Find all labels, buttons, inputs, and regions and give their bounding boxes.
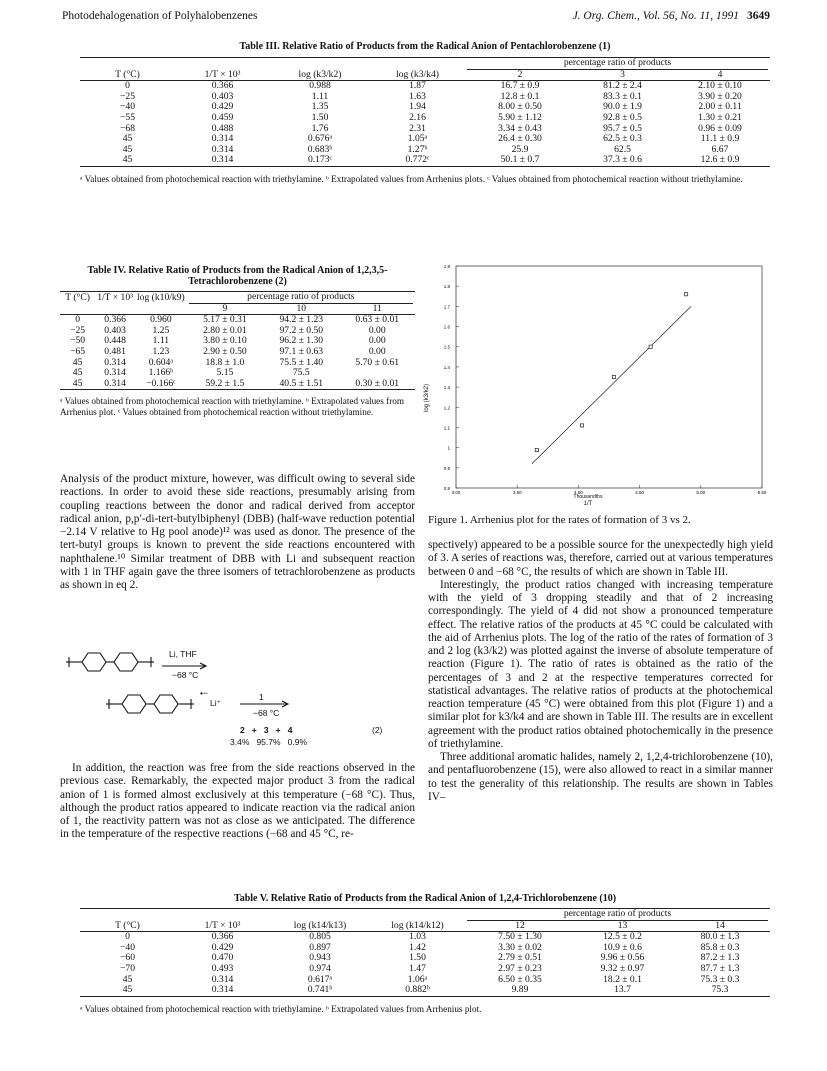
table-cell: 81.2 ± 2.4	[603, 80, 642, 92]
table-cell: −25	[70, 324, 86, 336]
table-cell: 16.7 ± 0.9	[500, 80, 540, 92]
table-cell: 26.4 ± 0.30	[498, 133, 542, 145]
table-cell: 2.90 ± 0.50	[203, 345, 247, 357]
y-tick-label: 1.9	[443, 264, 450, 269]
table-cell: 1.50	[311, 111, 329, 123]
table-cell: 0.943	[309, 952, 331, 964]
table-row	[80, 985, 770, 996]
table5	[80, 908, 770, 1015]
table4-head-log: log (k10/k9)	[137, 291, 185, 303]
table-cell: 95.7 ± 0.5	[603, 122, 642, 134]
table-row	[60, 347, 415, 358]
table3-grid	[80, 57, 770, 167]
table-cell: 1.27ᵇ	[407, 143, 428, 155]
table-cell: 3.90 ± 0.20	[698, 90, 742, 102]
table-cell: 40.5 ± 1.51	[263, 379, 339, 390]
table-cell: 0.897	[309, 941, 331, 953]
table-cell: 12.6 ± 0.9	[670, 155, 770, 166]
table5-caption: Table V. Relative Ratio of Products from the Radical Anion of 1,2,4-Trichlorobenzene (10)	[233, 893, 617, 904]
table-cell: 75.3	[670, 985, 770, 996]
equation-2	[60, 648, 415, 748]
table-cell: 5.15	[216, 367, 234, 379]
table-cell: 6.50 ± 0.35	[498, 973, 542, 985]
table-cell: 0.314	[104, 367, 126, 379]
table4-head-T: T (°C)	[60, 292, 95, 304]
eq-yields: 3.4% 95.7% 0.9%	[230, 737, 308, 747]
table3-col-header: 3	[575, 70, 670, 81]
table3-header-row	[80, 70, 770, 81]
table-cell: 0.683ᵇ	[307, 143, 333, 155]
running-header	[62, 10, 770, 24]
x-tick-label: 4.00	[574, 490, 583, 495]
table-cell: −25	[119, 90, 135, 102]
table4-head-10: 10	[263, 304, 339, 315]
table3-footnote: ᵃ Values obtained from photochemical reaction with triethylamine. ᵇ Extrapolated values from Arrhenius plots. ᶜ Values obtained from photochemical reaction without triethylamine.	[80, 173, 743, 184]
table-cell: 0	[125, 931, 130, 943]
figure1-ylabel-box	[422, 366, 436, 426]
table-cell: 1.11	[311, 90, 329, 102]
table-cell: 90.0 ± 1.9	[603, 101, 642, 113]
figure1-xlabel: 1/T	[583, 501, 593, 507]
table-cell: 0.314	[211, 143, 234, 155]
table-cell: 0.470	[211, 952, 234, 964]
table5-col-header: 13	[575, 921, 670, 932]
table4	[60, 291, 415, 418]
table3-col-header: log (k3/k2)	[270, 70, 370, 81]
table-cell: 1.23	[152, 345, 170, 357]
figure1-plot-frame	[456, 266, 762, 488]
left-paragraph-1: Analysis of the product mixture, however, was difficult owing to several side reactions. In order to avoid these side reactions, presumably arising from coupling reactions between the donor and radical derived from acceptor radical anion, p,p′-di-tert-butylbiphenyl (DBB) (half-wave reduction potential −2.14 V relative to Hg pool anode)¹² was used as donor. The presence of the tert-butyl groups is known to prevent the side reactions encountered with naphthalene.¹⁰ Similar treatment of DBB with Li and subsequent reaction with 1 in THF again gave the three isomers of tetrachlorobenzene as products as shown in eq 2.	[60, 473, 415, 591]
table-cell: 0.314	[211, 973, 234, 985]
table-cell: 1.25	[152, 324, 170, 336]
table-cell: 75.3 ± 0.3	[700, 973, 740, 985]
table5-col-header: 1/T × 10³	[175, 921, 270, 932]
table-cell: 9.32 ± 0.97	[600, 962, 645, 974]
table-cell: 96.2 ± 1.30	[279, 335, 324, 347]
table-cell: 45	[80, 985, 175, 996]
equation-structure-drawing	[60, 648, 415, 748]
table-cell: 6.67	[711, 143, 729, 155]
table-cell: 5.70 ± 0.61	[355, 356, 400, 368]
table-cell: 45	[72, 356, 83, 368]
table3-col-header: 4	[670, 70, 770, 81]
table-cell: 0.403	[104, 324, 126, 336]
table-cell: 0.448	[104, 335, 126, 347]
fit-line	[532, 306, 691, 463]
y-tick-label: 1.1	[443, 425, 450, 431]
table4-head-11: 11	[339, 304, 415, 315]
table-cell: 2.10 ± 0.10	[698, 80, 742, 92]
x-tick-label: 3.50	[512, 490, 522, 495]
table-cell: 1.166ᵇ	[148, 367, 174, 379]
table-cell: 2.00 ± 0.11	[698, 101, 742, 113]
table-cell: 45	[80, 155, 175, 166]
table5-col-header: T (°C)	[80, 921, 175, 932]
figure1-chart	[422, 258, 770, 498]
page-number: 3649	[747, 10, 770, 22]
table-cell: 45	[122, 133, 133, 145]
table-row	[80, 964, 770, 975]
table-cell: 18.2 ± 0.1	[603, 973, 642, 985]
table-cell: 2.31	[409, 122, 426, 134]
table-cell: 5.90 ± 1.12	[498, 111, 542, 123]
table5-body	[80, 932, 770, 997]
table5-header-row	[80, 921, 770, 932]
table-cell: 0.00	[368, 345, 386, 357]
table-cell: 25.9	[511, 143, 529, 155]
table-cell: 1.03	[409, 931, 426, 943]
table-cell: −65	[70, 345, 86, 357]
y-tick-label: 1.7	[443, 304, 450, 310]
table-cell: 45	[122, 143, 133, 155]
right-paragraph-3: Three additional aromatic halides, namely 2, 1,2,4-trichlorobenzene (10), and pentafluorobenzene (15), were also allowed to react in a similar manner to test the generality of this relationship. The results are shown in Tables IV–	[428, 751, 773, 803]
table-cell: 1.11	[152, 335, 170, 347]
table3-col-header: T (°C)	[80, 70, 175, 81]
table3-body	[80, 81, 770, 167]
table5-col-header: log (k14/k13)	[270, 921, 370, 932]
table-cell: 1.05ᵃ	[407, 133, 428, 145]
table-cell: 0.314	[211, 133, 234, 145]
table-cell: 0.173ᶜ	[270, 155, 370, 166]
table4-head-invT: 1/T × 10³	[97, 291, 134, 303]
table-cell: 0.314	[104, 356, 126, 368]
table-cell: 0.30 ± 0.01	[339, 379, 415, 390]
table-cell: 2.80 ± 0.01	[203, 324, 247, 336]
table-cell: 0.96 ± 0.09	[698, 122, 742, 134]
table-cell: 3.30 ± 0.02	[498, 941, 542, 953]
table-cell: 2.79 ± 0.51	[498, 952, 542, 964]
table4-body	[60, 315, 415, 390]
table-cell: −40	[119, 941, 135, 953]
table-cell: 3.34 ± 0.43	[498, 122, 542, 134]
table-cell: 0	[75, 314, 80, 326]
table-cell: 18.8 ± 1.0	[205, 356, 245, 368]
table-cell: 1.47	[409, 962, 426, 974]
table-cell: 0.882ᵇ	[370, 985, 465, 996]
table-cell: 75.5	[292, 367, 310, 379]
y-tick-label: 1.8	[443, 284, 450, 290]
table-row	[80, 155, 770, 166]
left-paragraph-2: In addition, the reaction was free from the side reactions observed in the previous case. Remarkably, the expected major product 3 from the radical anion of 1 is formed almost exclusively at this temperature (−68 °C). Thus, although the product ratios appeared to indicate reaction via the radical anion of 1, the reactivity pattern was not as close as we anticipated. The difference in the temperature of the respective reactions (−68 and 45 °C, re-	[60, 762, 415, 841]
table-cell: 1.50	[409, 952, 426, 964]
data-point	[649, 345, 652, 348]
table-cell: 13.7	[575, 985, 670, 996]
table-cell: 0.974	[309, 962, 331, 974]
table-cell: 1.35	[311, 101, 329, 113]
data-point	[535, 448, 538, 451]
table-cell: 85.8 ± 0.3	[700, 941, 740, 953]
eq-temp-2: −68 °C	[253, 708, 280, 718]
table3-col-header: 1/T × 10³	[175, 70, 270, 81]
table-cell: 97.2 ± 0.50	[279, 324, 324, 336]
x-tick-label: 3.00	[451, 490, 461, 495]
eq-reagent-2: 1	[259, 692, 264, 702]
table-cell: 62.5	[614, 143, 631, 155]
table-cell: 0.988	[309, 80, 331, 92]
table-cell: −68	[119, 122, 135, 134]
table-cell: 9.89	[465, 985, 575, 996]
eq-temp-1: −68 °C	[172, 670, 199, 680]
figure1-ylabel: log (k3/k2)	[424, 383, 430, 412]
figure1-caption: Figure 1. Arrhenius plot for the rates of formation of 3 vs 2.	[428, 514, 691, 526]
y-tick-label: 0.8	[443, 486, 450, 491]
table3-caption: Table III. Relative Ratio of Products from the Radical Anion of Pentachlorobenzene (1)	[239, 41, 611, 52]
table-cell: 1.87	[409, 80, 426, 92]
table-cell: −40	[119, 101, 135, 113]
table-cell: 0.429	[211, 941, 234, 953]
x-tick-label: 5.00	[696, 490, 706, 495]
right-column-text	[428, 539, 773, 804]
table-cell: 0.772ᶜ	[370, 155, 465, 166]
table-cell: 3.80 ± 0.10	[203, 335, 247, 347]
table-cell: 0.493	[211, 962, 234, 974]
table-cell: 0.488	[211, 122, 234, 134]
table-cell: −70	[119, 962, 135, 974]
y-tick-label: 0.9	[443, 465, 450, 471]
table3-col-header: log (k3/k4)	[370, 70, 465, 81]
table-cell: 83.3 ± 0.1	[603, 90, 642, 102]
table-cell: 1.30 ± 0.21	[698, 111, 742, 123]
table-cell: 0.00	[368, 324, 386, 336]
eq-charge: •−	[200, 688, 208, 698]
table-cell: 0.429	[211, 101, 234, 113]
table-cell: 1.42	[409, 941, 426, 953]
table-cell: 0.00	[368, 335, 386, 347]
table-cell: 0.805	[309, 931, 331, 943]
table-cell: 0.314	[175, 155, 270, 166]
figure1-axes	[444, 264, 767, 495]
table-cell: 37.3 ± 0.6	[575, 155, 670, 166]
table-row	[80, 113, 770, 124]
table4-group-header: percentage ratio of products	[189, 292, 413, 304]
table-cell: 1.76	[311, 122, 329, 134]
y-tick-label: 1.2	[443, 405, 450, 411]
eq-products: 2 + 3 + 4	[240, 725, 293, 735]
y-tick-label: 1	[447, 445, 450, 451]
table-cell: 59.2 ± 1.5	[187, 379, 263, 390]
table-cell: 12.5 ± 0.2	[603, 931, 642, 943]
running-title: Photodehalogenation of Polyhalobenzenes	[62, 10, 258, 22]
right-paragraph-2: Interestingly, the product ratios changed with increasing temperature with the yield of 3 dropping steadily and that of 2 increasing correspondingly. The yield of 4 did not show a pronounced temperature effect. The relative ratios of the products at 45 °C could be calculated with the aid of Arrhenius plots. The log of the ratio of the rates of formation of 3 and 2 log (k3/k2) was plotted against the inverse of absolute temperature of reaction (Figure 1). The ratio of rates is obtained as the ratio of the percentages of 3 and 2 at the respective temperatures corrected for statistical advantages. The relative ratios of products at the photochemical reaction temperature (45 °C) were obtained from this plot (Figure 1) and a similar plot for k3/k4 and are shown in Table III. The results are in excellent agreement with the product ratios obtained photochemically in the presence of triethylamine.	[428, 578, 773, 750]
table-cell: 11.1 ± 0.9	[700, 133, 740, 145]
y-tick-label: 1.5	[443, 344, 450, 350]
table-cell: 45	[122, 973, 133, 985]
table-cell: 75.5 ± 1.40	[279, 356, 324, 368]
table-row	[60, 379, 415, 390]
right-paragraph-1: spectively) appeared to be a possible source for the unexpectedly high yield of 3. A series of reactions was, therefore, carried out at various temperatures between 0 and −68 °C, the results of which are shown in Table III.	[428, 539, 773, 578]
journal-citation: J. Org. Chem., Vol. 56, No. 11, 1991 3649	[572, 10, 770, 22]
x-tick-label: 4.50	[635, 490, 644, 495]
table-cell: 0.459	[211, 111, 234, 123]
table-cell: 1.06ᵃ	[407, 973, 428, 985]
table-cell: 50.1 ± 0.7	[465, 155, 575, 166]
table-cell: 0.366	[211, 80, 234, 92]
table-cell: −55	[119, 111, 135, 123]
table5-col-header: 12	[465, 921, 575, 932]
table3-group-header: percentage ratio of products	[467, 58, 768, 70]
eq-li-plus: Li⁺	[210, 698, 222, 708]
table-cell: 10.9 ± 0.6	[603, 941, 642, 953]
table-cell: 1.94	[409, 101, 426, 113]
table5-group-header: percentage ratio of products	[467, 909, 768, 921]
y-tick-label: 1.6	[443, 324, 450, 330]
table-cell: 2.97 ± 0.23	[498, 962, 542, 974]
table-cell: 2.16	[409, 111, 426, 123]
table-cell: 9.96 ± 0.56	[600, 952, 645, 964]
table-cell: 8.00 ± 0.50	[498, 101, 542, 113]
figure1-xlabel-top: Thousandths	[573, 494, 603, 500]
table-cell: 0	[125, 80, 130, 92]
table-cell: 87.2 ± 1.3	[700, 952, 740, 964]
table-cell: 62.5 ± 0.3	[603, 133, 642, 145]
data-point	[685, 293, 688, 296]
table5-grid	[80, 908, 770, 997]
table3	[80, 57, 770, 185]
table-cell: 97.1 ± 0.63	[279, 345, 324, 357]
table-cell: 0.403	[211, 90, 234, 102]
table-cell: 0.960	[150, 314, 172, 326]
table-cell: 5.17 ± 0.31	[203, 314, 247, 326]
table-cell: 0.366	[211, 931, 234, 943]
y-tick-label: 1.4	[443, 364, 450, 370]
table-cell: 0.366	[104, 314, 126, 326]
table3-col-header: 2	[465, 70, 575, 81]
table4-grid	[60, 291, 415, 390]
figure1-marks	[532, 293, 691, 464]
table5-col-header: 14	[670, 921, 770, 932]
table-cell: 87.7 ± 1.3	[700, 962, 740, 974]
y-tick-label: 1.3	[443, 385, 450, 391]
table-cell: 12.8 ± 0.1	[500, 90, 540, 102]
table5-col-header: log (k14/k12)	[370, 921, 465, 932]
table-cell: −0.166ᶜ	[135, 379, 187, 390]
table-cell: 94.2 ± 1.23	[279, 314, 324, 326]
table4-footnote: ᵃ Values obtained from photochemical reaction with triethylamine. ᵇ Extrapolated values from Arrhenius plot. ᶜ Values obtained from photochemical reaction without triethylamine.	[60, 396, 404, 418]
eq-number: (2)	[372, 725, 383, 735]
figure1	[422, 258, 770, 498]
table-cell: 0.314	[175, 985, 270, 996]
table-cell: 45	[60, 379, 95, 390]
table-cell: 45	[72, 367, 83, 379]
table-cell: 92.8 ± 0.5	[603, 111, 642, 123]
data-point	[580, 424, 583, 427]
table-cell: 0.314	[95, 379, 135, 390]
table-cell: 7.50 ± 1.30	[498, 931, 542, 943]
table-cell: 0.676ᵃ	[307, 133, 333, 145]
x-tick-label: 5.50	[757, 490, 767, 495]
table-cell: 0.617ᵃ	[307, 973, 333, 985]
table4-caption: Table IV. Relative Ratio of Products from the Radical Anion of 1,2,3,5-Tetrachlorobenzene (2)	[87, 265, 388, 287]
table-cell: −60	[119, 952, 135, 964]
table-cell: −50	[70, 335, 86, 347]
data-point	[612, 375, 615, 378]
table-cell: 1.63	[409, 90, 426, 102]
table-cell: 0.481	[104, 345, 126, 357]
table-cell: 0.741ᵇ	[270, 985, 370, 996]
table-cell: 0.63 ± 0.01	[355, 314, 400, 326]
table4-head-9: 9	[187, 304, 263, 315]
table-cell: 80.0 ± 1.3	[700, 931, 740, 943]
eq-reagent-1: Li, THF	[169, 649, 197, 659]
table-cell: 0.604ᵃ	[148, 356, 173, 368]
table5-footnote: ᵃ Values obtained from photochemical reaction with triethylamine. ᵇ Extrapolated values from Arrhenius plot.	[80, 1003, 482, 1014]
